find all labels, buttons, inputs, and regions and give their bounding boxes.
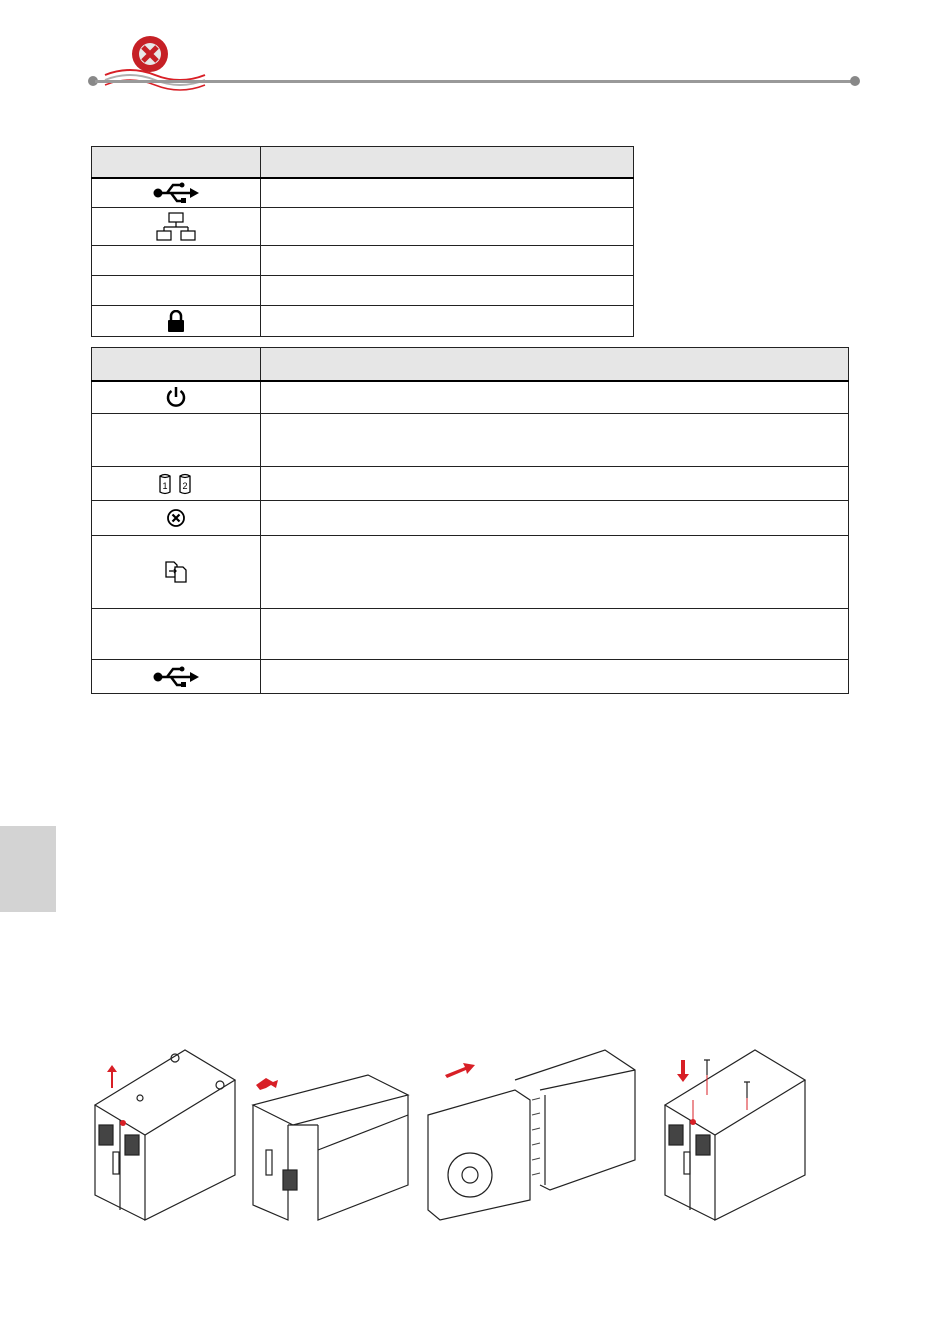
disk-1-2-icon	[158, 473, 194, 495]
table-row	[92, 246, 634, 276]
table-row	[92, 276, 634, 306]
error-x-icon	[166, 508, 186, 528]
step-4-fasten-screws-illustration	[660, 1040, 810, 1225]
table-row	[92, 501, 849, 536]
table-row	[92, 536, 849, 609]
step-3-insert-drive-illustration	[420, 1040, 645, 1225]
table-row	[92, 609, 849, 660]
brand-logo-icon	[100, 30, 210, 100]
svg-text:1: 1	[162, 480, 168, 491]
usb-icon	[153, 182, 199, 204]
header-rule	[95, 80, 855, 83]
interface-table	[91, 146, 634, 337]
power-icon	[165, 386, 187, 408]
table-row	[92, 306, 634, 337]
copy-icon	[164, 560, 188, 584]
step-1-remove-cover-illustration	[85, 1040, 240, 1225]
svg-text:2: 2	[182, 480, 188, 491]
table-row	[92, 414, 849, 467]
header-dot-right	[850, 76, 860, 86]
lock-icon	[167, 310, 185, 332]
table-row	[92, 381, 849, 414]
led-indicator-table	[91, 347, 849, 694]
table-row	[92, 467, 849, 501]
network-icon	[156, 212, 196, 242]
step-2-slide-open-illustration	[248, 1040, 413, 1225]
table-row	[92, 178, 634, 208]
table-row	[92, 208, 634, 246]
table-header-row	[92, 348, 849, 381]
table-row	[92, 660, 849, 694]
usb-icon	[153, 666, 199, 688]
table-header-row	[92, 147, 634, 178]
chapter-side-tab	[0, 826, 56, 912]
